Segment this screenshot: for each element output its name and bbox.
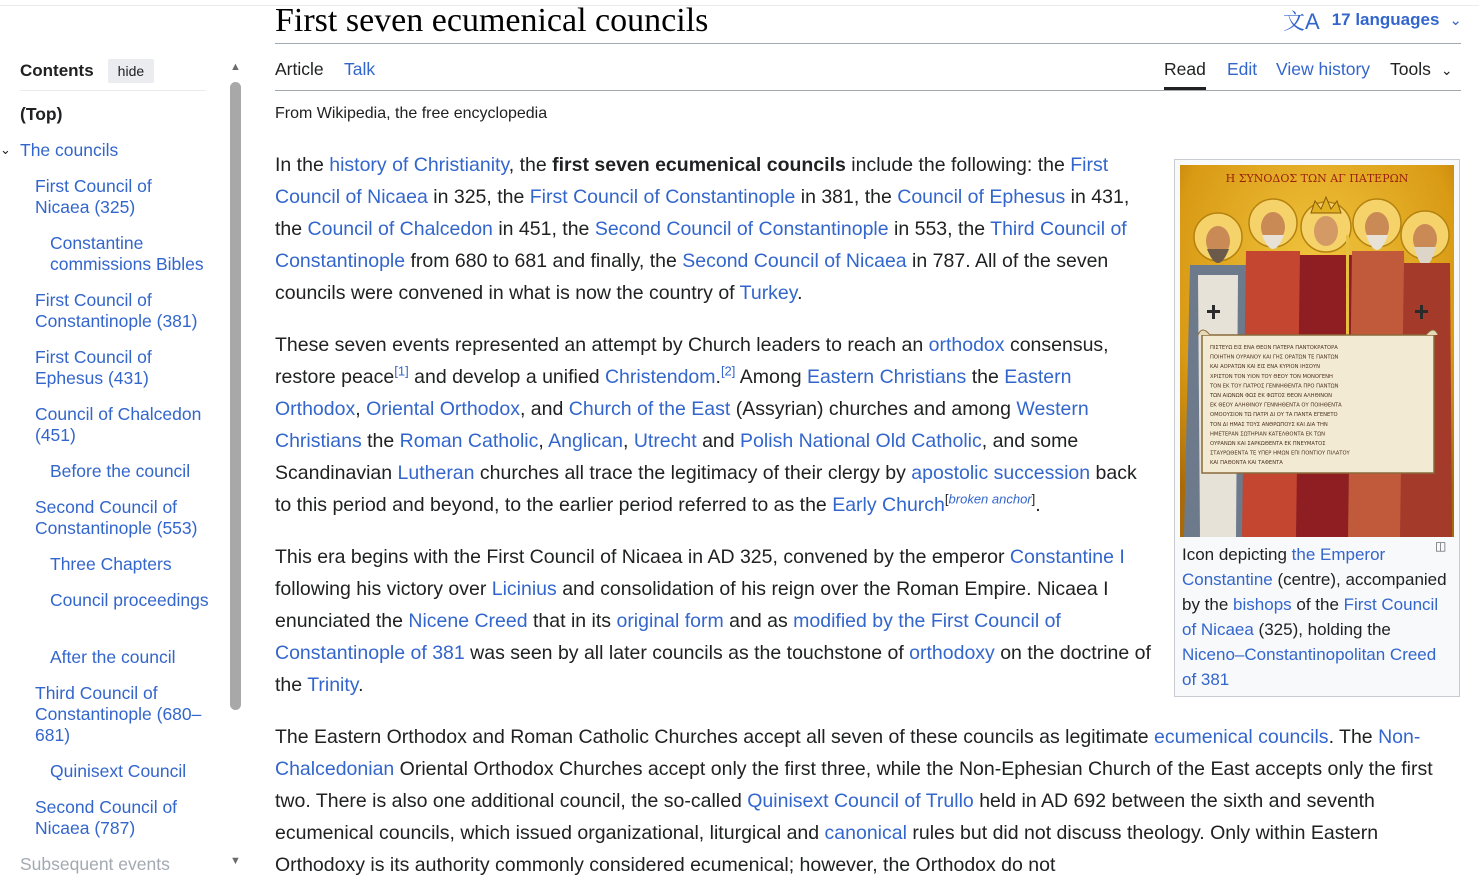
text: and develop a unified — [408, 366, 605, 388]
text: of the — [1291, 595, 1344, 614]
text: Icon depicting — [1182, 545, 1292, 564]
text: from 680 to 681 and finally, the — [405, 250, 683, 272]
link-western-christians[interactable]: Western Christians — [275, 398, 1089, 452]
text: and as — [723, 610, 794, 632]
text: , and — [519, 398, 569, 420]
text: (325), holding the — [1253, 620, 1391, 639]
translate-icon: 文A — [1283, 8, 1320, 34]
link-licinius[interactable]: Licinius — [491, 578, 557, 600]
link-trinity[interactable]: Trinity — [307, 674, 359, 696]
toc-item-quinisext-council[interactable]: Quinisext Council — [50, 761, 187, 781]
link-early-church[interactable]: Early Church — [832, 494, 945, 516]
text: following his victory over — [275, 578, 492, 600]
scroll-text-line: ΤΟΝ ΔΙ ΗΜΑΣ ΤΟΥΣ ΑΝΘΡΩΠΟΥΣ ΚΑΙ ΔΙΑ ΤΗΝ — [1210, 421, 1328, 428]
scroll-text-line: ΠΟΙΗΤΗΝ ΟΥΡΑΝΟΥ ΚΑΙ ΓΗΣ ΟΡΑΤΩΝ ΤΕ ΠΑΝΤΩΝ — [1210, 354, 1339, 361]
toc-collapse-chevron-icon[interactable]: ⌄ — [0, 142, 11, 157]
tab-view-history[interactable]: View history — [1276, 59, 1371, 79]
article-paragraph-2 — [275, 329, 1155, 521]
text: These seven events represented an attempt by Church leaders to reach an — [275, 334, 929, 356]
bold-term: first seven ecumenical councils — [552, 154, 846, 176]
chevron-down-icon: ⌄ — [1449, 12, 1462, 29]
language-count: 17 languages — [1331, 10, 1440, 29]
scroll-text-line: ΤΩΝ ΑΙΩΝΩΝ ΦΩΣ ΕΚ ΦΩΤΟΣ ΘΕΟΝ ΑΛΗΘΙΝΟΝ — [1210, 393, 1333, 399]
text: The Eastern Orthodox and Roman Catholic Churches accept all seven of these councils as legitimate — [275, 726, 1155, 748]
text: held in AD 692 between the sixth and seventh ecumenical councils, which issued organizational, liturgical and — [275, 790, 1375, 844]
link-bishops[interactable]: bishops — [1233, 595, 1292, 614]
site-tagline: From Wikipedia, the free encyclopedia — [275, 105, 548, 122]
text: In the — [275, 154, 330, 176]
text: . — [1035, 494, 1041, 516]
toc-item-after-the-council[interactable]: After the council — [50, 647, 176, 667]
link-ecumenical-councils[interactable]: ecumenical councils — [1154, 726, 1329, 748]
title-divider — [275, 43, 1461, 44]
text: in 451, the — [492, 218, 595, 240]
toc-item-three-chapters[interactable]: Three Chapters — [50, 554, 172, 574]
text: that in its — [527, 610, 617, 632]
link-council-of-chalcedon[interactable]: Council of Chalcedon — [307, 218, 493, 240]
text: on the doctrine of the — [275, 642, 1151, 696]
bracket: ] — [1031, 491, 1036, 507]
link-orthodox[interactable]: orthodox — [928, 334, 1005, 356]
link-polish-national-old-catholic[interactable]: Polish National Old Catholic — [740, 430, 982, 452]
text: . The — [1328, 726, 1379, 748]
text: the — [361, 430, 400, 452]
text: , — [622, 430, 634, 452]
enlarge-icon[interactable]: ◫ — [1435, 539, 1447, 553]
scroll-text-line: ΕΚ ΘΕΟΥ ΑΛΗΘΙΝΟΥ ΓΕΝΝΗΘΕΝΤΑ ΟΥ ΠΟΙΗΘΕΝΤΑ — [1210, 402, 1342, 409]
text: include the following: the — [845, 154, 1071, 176]
toc-item-second-council-of-constantinople[interactable]: Second Council of Constantinople (553) — [35, 497, 198, 538]
toc-hide-button[interactable]: hide — [108, 59, 154, 83]
link-anglican[interactable]: Anglican — [548, 430, 623, 452]
text: (Assyrian) churches and among — [730, 398, 1017, 420]
link-quinisext-council-of-trullo[interactable]: Quinisext Council of Trullo — [747, 790, 974, 812]
scrollbar-thumb[interactable] — [230, 82, 241, 710]
text: , and some Scandinavian — [275, 430, 1079, 484]
icon-inscription: Η ΣΥΝΟΔΟΣ ΤΩΝ ΑΓ ΠΑΤΕΡΩΝ — [1225, 172, 1409, 185]
table-of-contents — [0, 50, 245, 888]
figure-caption — [1182, 542, 1452, 692]
link-council-of-ephesus[interactable]: Council of Ephesus — [897, 186, 1066, 208]
scroll-text-line: ΧΡΙΣΤΟΝ ΤΟΝ ΥΙΟΝ ΤΟΥ ΘΕΟΥ ΤΟΝ ΜΟΝΟΓΕΝΗ — [1210, 373, 1333, 380]
text: in 431, the — [275, 186, 1130, 240]
link-apostolic-succession[interactable]: apostolic succession — [911, 462, 1091, 484]
text: , — [538, 430, 549, 452]
link-history-of-christianity[interactable]: history of Christianity — [329, 154, 509, 176]
citation-2[interactable]: [2] — [720, 363, 736, 379]
scroll-text-line: ΟΥΡΑΝΩΝ ΚΑΙ ΣΑΡΚΩΘΕΝΤΑ ΕΚ ΠΝΕΥΜΑΤΟΣ — [1210, 441, 1326, 447]
page-title: First seven ecumenical councils — [275, 2, 709, 39]
scroll-text-line: ΚΑΙ ΠΑΘΟΝΤΑ ΚΑΙ ΤΑΦΕΝΤΑ — [1210, 460, 1283, 467]
toc-item-council-of-chalcedon[interactable]: Council of Chalcedon (451) — [35, 404, 202, 445]
link-second-council-of-nicaea[interactable]: Second Council of Nicaea — [682, 250, 907, 272]
article-paragraph-1 — [275, 149, 1155, 309]
text: , — [355, 398, 367, 420]
tabs-divider — [275, 90, 1461, 91]
link-second-council-of-constantinople[interactable]: Second Council of Constantinople — [594, 218, 889, 240]
toc-item-constantine-commissions-bibles[interactable]: Constantine commissions Bibles — [50, 233, 204, 274]
tools-label: Tools — [1390, 59, 1431, 79]
toc-item-top[interactable]: (Top) — [20, 104, 63, 124]
article-paragraph-4 — [275, 721, 1465, 881]
link-modified-creed-381[interactable]: modified by the First Council of Constantinople of 381 — [275, 610, 1061, 664]
citation-1[interactable]: [1] — [394, 363, 409, 379]
tab-tools[interactable] — [1390, 58, 1453, 90]
scroll-up-arrow-icon[interactable]: ▲ — [230, 61, 241, 73]
bracket: [ — [944, 491, 949, 507]
article-paragraph-3 — [275, 541, 1155, 701]
text: consensus, restore peace — [275, 334, 1109, 388]
text: . — [797, 282, 803, 304]
link-christendom[interactable]: Christendom — [604, 366, 716, 388]
link-third-council-of-constantinople[interactable]: Third Council of Constantinople — [275, 218, 1127, 272]
text: churches all trace the legitimacy of their clergy by — [474, 462, 912, 484]
text: in 787. All of the seven councils were convened in what is now the country of — [275, 250, 1109, 304]
link-eastern-christians[interactable]: Eastern Christians — [806, 366, 967, 388]
tab-article[interactable]: Article — [275, 59, 324, 79]
link-the-emperor-constantine[interactable]: the Emperor Constantine — [1182, 545, 1386, 589]
scroll-text-line: ΟΜΟΟΥΣΙΟΝ ΤΩ ΠΑΤΡΙ ΔΙ ΟΥ ΤΑ ΠΑΝΤΑ ΕΓΕΝΕΤΟ — [1210, 412, 1338, 419]
text: back to this period and beyond, to the earlier period referred to as the — [275, 462, 1137, 516]
text: rules but did not discuss theology. Only within Eastern Orthodoxy is its authority commonly considered ecumenical; however, the Orthodox do not — [275, 822, 1379, 876]
toc-scrollbar[interactable] — [227, 58, 244, 880]
scroll-text-line: ΣΤΑΥΡΩΘΕΝΤΑ ΤΕ ΥΠΕΡ ΗΜΩΝ ΕΠΙ ΠΟΝΤΙΟΥ ΠΙΛΑΤΟΥ — [1210, 450, 1350, 457]
link-original-form[interactable]: original form — [616, 610, 724, 632]
scroll-text-line: ΠΙΣΤΕΥΩ ΕΙΣ ΕΝΑ ΘΕΟΝ ΠΑΤΕΡΑ ΠΑΝΤΟΚΡΑΤΟΡΑ — [1210, 345, 1338, 351]
text: Among — [735, 366, 807, 388]
link-nicene-creed[interactable]: Nicene Creed — [408, 610, 528, 632]
language-button[interactable] — [1283, 6, 1462, 34]
toc-item-first-council-of-nicaea[interactable]: First Council of Nicaea (325) — [35, 176, 152, 217]
toc-item-subsequent-events[interactable]: Subsequent events — [20, 854, 170, 874]
infobox-figure — [1174, 159, 1460, 697]
chevron-down-icon: ⌄ — [1440, 62, 1453, 78]
scroll-text-line: ΤΟΝ ΕΚ ΤΟΥ ΠΑΤΡΟΣ ΓΕΝΝΗΘΕΝΤΑ ΠΡΟ ΠΑΝΤΩΝ — [1210, 383, 1339, 390]
text: and — [696, 430, 741, 452]
toc-item-before-the-council[interactable]: Before the council — [50, 461, 191, 481]
link-eastern-orthodox[interactable]: Eastern Orthodox — [275, 366, 1072, 420]
link-constantine-i[interactable]: Constantine I — [1009, 546, 1125, 568]
toc-item-first-council-of-ephesus[interactable]: First Council of Ephesus (431) — [35, 347, 152, 388]
link-first-council-of-nicaea-caption[interactable]: First Council of Nicaea — [1182, 595, 1439, 639]
top-border — [0, 0, 1479, 6]
link-first-council-of-nicaea[interactable]: First Council of Nicaea — [275, 154, 1109, 208]
council-icon-image[interactable] — [1180, 165, 1454, 537]
link-canonical[interactable]: canonical — [824, 822, 907, 844]
text: (centre), accompanied by the — [1182, 570, 1447, 614]
link-roman-catholic[interactable]: Roman Catholic — [399, 430, 539, 452]
broken-anchor-note[interactable]: broken anchor — [948, 491, 1032, 507]
link-turkey[interactable]: Turkey — [739, 282, 798, 304]
tab-edit[interactable]: Edit — [1227, 59, 1258, 79]
tab-read[interactable]: Read — [1164, 58, 1206, 90]
toc-divider — [20, 90, 206, 91]
toc-item-third-council-of-constantinople[interactable]: Third Council of Constantinople (680–681) — [35, 683, 202, 745]
text: in 553, the — [888, 218, 991, 240]
link-niceno-constantinopolitan-creed[interactable]: Niceno–Constantinopolitan Creed of 381 — [1182, 645, 1437, 689]
text: was seen by all later councils as the touchstone of — [464, 642, 910, 664]
link-oriental-orthodox[interactable]: Oriental Orthodox — [366, 398, 520, 420]
scroll-down-arrow-icon[interactable]: ▼ — [230, 855, 241, 867]
text: This era begins with the First Council of Nicaea in AD 325, convened by the emperor — [275, 546, 1010, 568]
scroll-text-line: ΗΜΕΤΕΡΑΝ ΣΩΤΗΡΙΑΝ ΚΑΤΕΛΘΟΝΤΑ ΕΚ ΤΩΝ — [1210, 431, 1326, 438]
toc-item-council-proceedings[interactable]: Council proceedings — [50, 590, 209, 610]
link-lutheran[interactable]: Lutheran — [397, 462, 475, 484]
toc-item-the-councils[interactable]: The councils — [20, 140, 119, 160]
toc-header — [20, 56, 210, 86]
link-orthodoxy[interactable]: orthodoxy — [909, 642, 995, 664]
text: , the — [508, 154, 553, 176]
text: in 381, the — [795, 186, 898, 208]
link-utrecht[interactable]: Utrecht — [633, 430, 697, 452]
text: and consolidation of his reign over the Roman Empire. Nicaea I enunciated the — [275, 578, 1109, 632]
scroll-text-line: ΚΑΙ ΑΟΡΑΤΩΝ ΚΑΙ ΕΙΣ ΕΝΑ ΚΥΡΙΟΝ ΙΗΣΟΥΝ — [1210, 364, 1321, 371]
text: . — [358, 674, 364, 696]
text: in 325, the — [427, 186, 530, 208]
link-church-of-the-east[interactable]: Church of the East — [568, 398, 731, 420]
text: the — [966, 366, 1005, 388]
toc-item-first-council-of-constantinople[interactable]: First Council of Constantinople (381) — [35, 290, 198, 331]
link-first-council-of-constantinople[interactable]: First Council of Constantinople — [529, 186, 796, 208]
toc-item-second-council-of-nicaea[interactable]: Second Council of Nicaea (787) — [35, 797, 178, 838]
link-non-chalcedonian[interactable]: Non-Chalcedonian — [275, 726, 1421, 780]
text: Oriental Orthodox Churches accept only the first three, while the Non-Ephesian Church of the East accepts only the first two. There is also one additional council, the so-called — [275, 758, 1433, 812]
text: . — [715, 366, 721, 388]
toc-title: Contents — [20, 61, 94, 80]
tab-talk[interactable]: Talk — [344, 59, 376, 79]
